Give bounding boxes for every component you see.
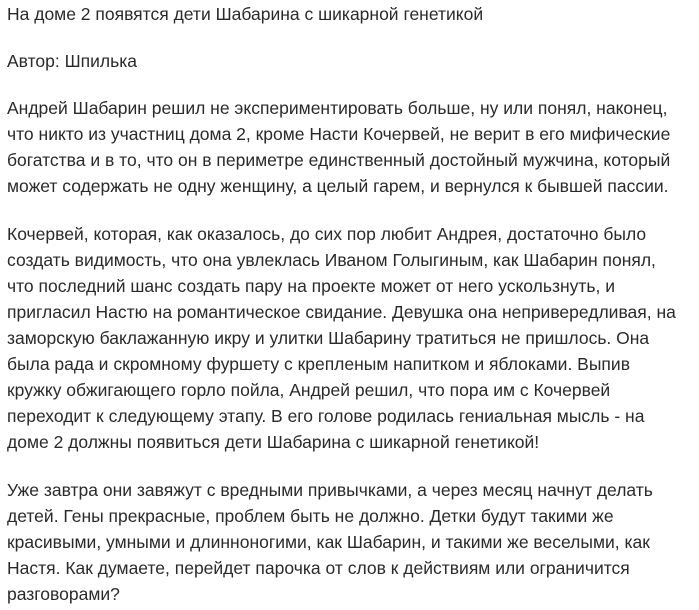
paragraph-line: доме 2 должны появиться дети Шабарина с шикарной генетикой! (7, 432, 540, 452)
paragraph-1 (7, 95, 697, 199)
paragraph-line: красивыми, умными и длинноногими, как Шабарин, и такими же веселыми, как (7, 532, 650, 552)
paragraph-line: Уже завтра они завяжут с вредными привычками, а через месяц начнут делать (7, 480, 653, 500)
paragraph-line: создать видимость, что она увлеклась Иваном Голыгиным, как Шабарин понял, (7, 250, 656, 270)
paragraph-line: пригласил Настю на романтическое свидание. Девушка она непривередливая, на (7, 302, 676, 322)
paragraph-line: разговорами? (7, 584, 120, 604)
paragraph-line: кружку обжигающего горло пойла, Андрей решил, что пора им с Кочервей (7, 380, 611, 400)
article (7, 0, 697, 607)
paragraph-line: была рада и скромному фуршету с крепленым напитком и яблоками. Выпив (7, 354, 630, 374)
paragraph-line: переходит к следующему этапу. В его голове родилась гениальная мысль - на (7, 406, 645, 426)
paragraph-line: Кочервей, которая, как оказалось, до сих пор любит Андрея, достаточно было (7, 224, 647, 244)
paragraph-3 (7, 477, 697, 607)
paragraph-line: заморскую баклажанную икру и улитки Шабарину тратиться не пришлось. Она (7, 328, 650, 348)
paragraph-line: Настя. Как думаете, перейдет парочка от слов к действиям или ограничится (7, 558, 630, 578)
article-title: На доме 2 появятся дети Шабарина с шикарной генетикой (7, 4, 484, 24)
paragraph-line: может содержать не одну женщину, а целый гарем, и вернулся к бывшей пассии. (7, 176, 669, 196)
paragraph-line: детей. Гены прекрасные, проблем быть не должно. Детки будут такими же (7, 506, 614, 526)
article-author: Автор: Шпилька (7, 51, 137, 71)
paragraph-line: богатства и в то, что он в периметре единственный достойный мужчина, который (7, 150, 671, 170)
paragraph-line: Андрей Шабарин решил не экспериментировать больше, ну или понял, наконец, (7, 98, 668, 118)
paragraph-line: что никто из участниц дома 2, кроме Насти Кочервей, не верит в его мифические (7, 124, 671, 144)
paragraph-line: что последний шанс создать пару на проекте может от него ускользнуть, и (7, 276, 616, 296)
paragraph-2 (7, 221, 697, 455)
